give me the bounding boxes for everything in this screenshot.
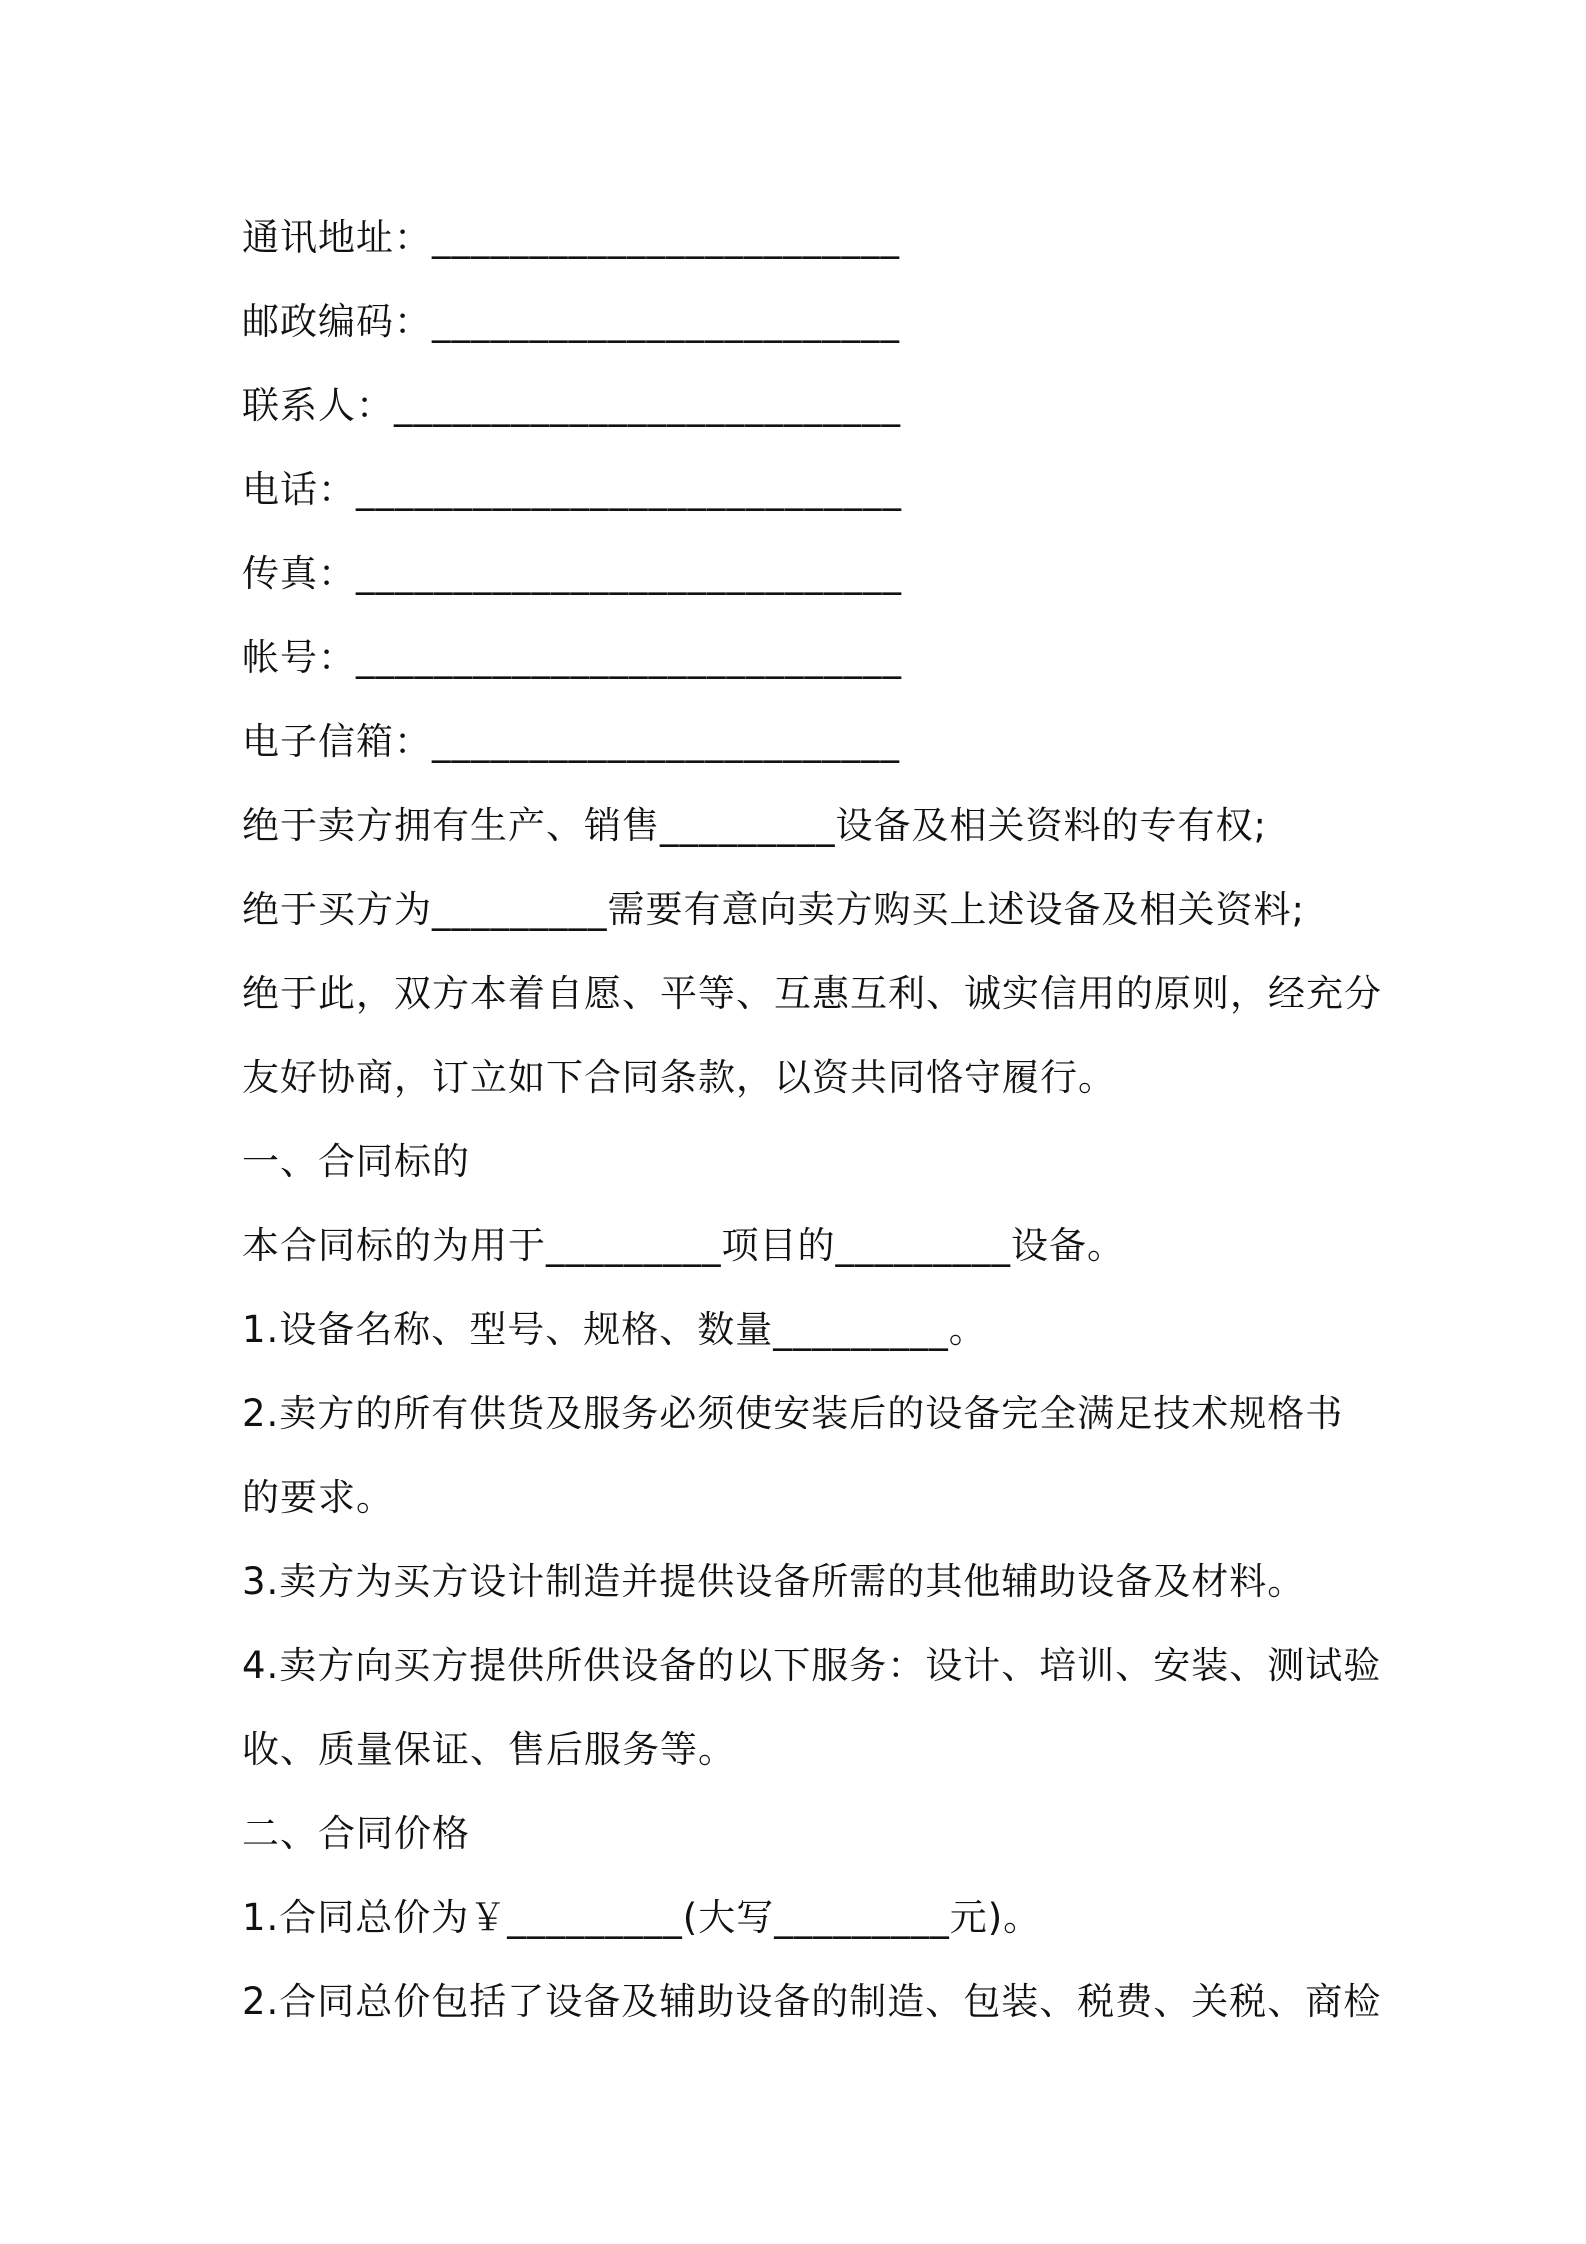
field-email: 电子信箱：________________________ [242, 720, 900, 763]
field-postal-code: 邮政编码：________________________ [242, 300, 900, 343]
clause-1-2-line-1: 2.卖方的所有供货及服务必须使安装后的设备完全满足技术规格书 [242, 1392, 1344, 1435]
field-mailing-address: 通讯地址：________________________ [242, 216, 900, 259]
recital-principles-line-2: 友好协商，订立如下合同条款，以资共同恪守履行。 [242, 1056, 1116, 1099]
recital-seller-rights: 绝于卖方拥有生产、销售_________设备及相关资料的专有权; [242, 804, 1267, 847]
section-heading-subject: 一、合同标的 [242, 1140, 470, 1183]
recital-principles-line-1: 绝于此，双方本着自愿、平等、互惠互利、诚实信用的原则，经充分 [242, 972, 1382, 1015]
field-account-number: 帐号：____________________________ [242, 636, 902, 679]
section-heading-price: 二、合同价格 [242, 1812, 470, 1855]
clause-1-2-line-2: 的要求。 [242, 1476, 394, 1519]
field-phone: 电话：____________________________ [242, 468, 902, 511]
clause-2-1: 1.合同总价为￥_________(大写_________元)。 [242, 1896, 1042, 1939]
clause-1-4-line-1: 4.卖方向买方提供所供设备的以下服务：设计、培训、安装、测试验 [242, 1644, 1382, 1687]
clause-subject-scope: 本合同标的为用于_________项目的_________设备。 [242, 1224, 1125, 1267]
field-fax: 传真：____________________________ [242, 552, 902, 595]
clause-1-1: 1.设备名称、型号、规格、数量_________。 [242, 1308, 987, 1351]
clause-2-2-line-1: 2.合同总价包括了设备及辅助设备的制造、包装、税费、关税、商检 [242, 1980, 1382, 2023]
clause-1-3: 3.卖方为买方设计制造并提供设备所需的其他辅助设备及材料。 [242, 1560, 1306, 1603]
document-body [242, 196, 1382, 2044]
clause-1-4-line-2: 收、质量保证、售后服务等。 [242, 1728, 736, 1771]
field-contact-person: 联系人：__________________________ [242, 384, 901, 427]
recital-buyer-intent: 绝于买方为_________需要有意向卖方购买上述设备及相关资料; [242, 888, 1305, 931]
